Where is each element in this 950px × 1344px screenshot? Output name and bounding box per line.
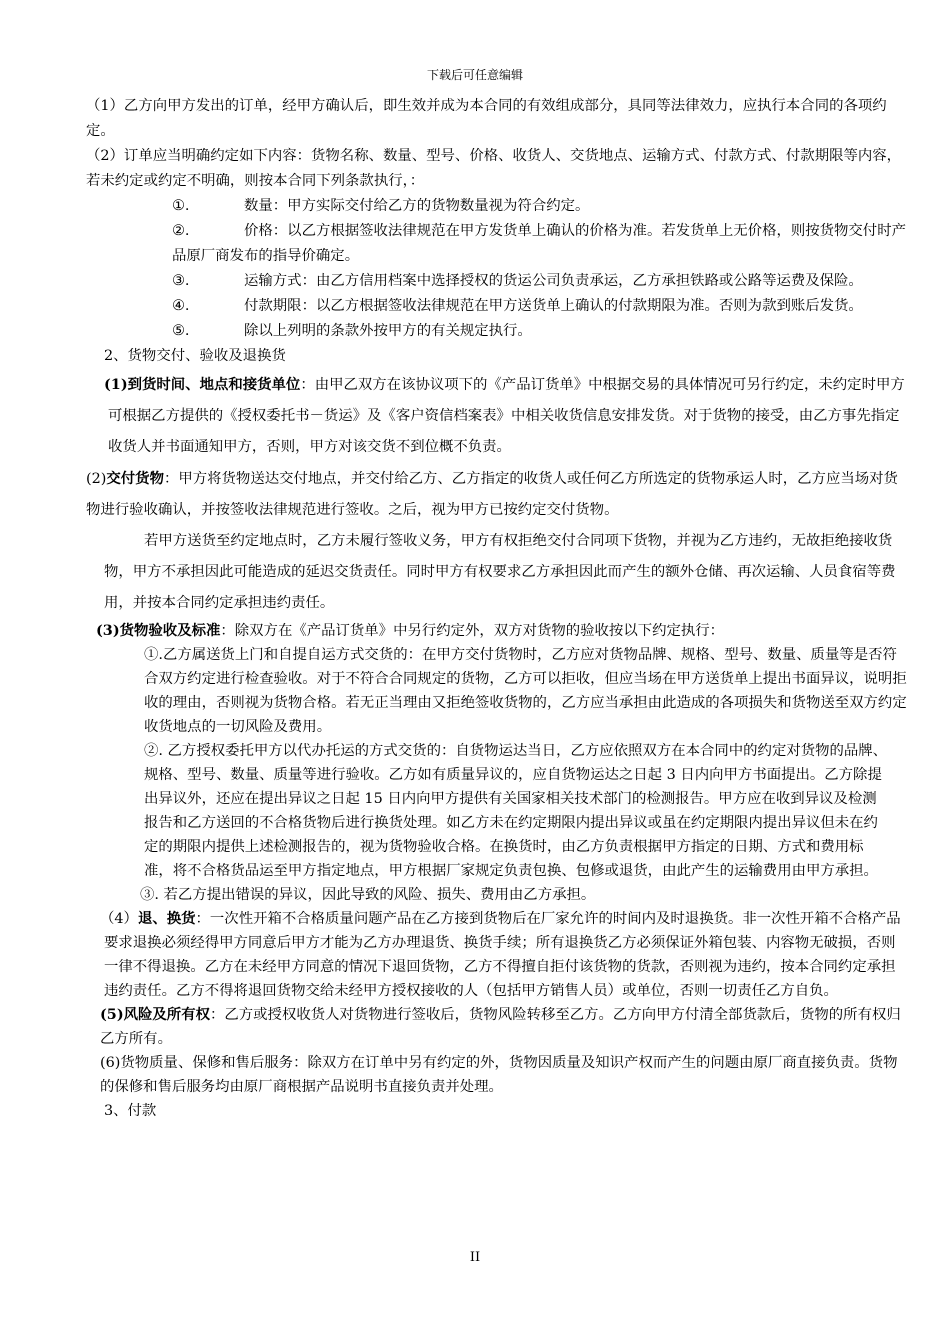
acceptance-heading: (3)货物验收及标准	[96, 622, 221, 639]
order-item-number: ③.	[172, 273, 190, 289]
risk-body: ：乙方或授权收货人对货物进行签收后，货物风险转移至乙方。乙方向甲方付清全部货款后，货物的所有权归乙方所有。	[100, 1007, 901, 1047]
order-item	[172, 269, 908, 294]
quality-paragraph: (6)货物质量、保修和售后服务：除双方在订单中另有约定的外，货物因质量及知识产权而产生的问题由原厂商直接负责。货物的保修和售后服务均由原厂商根据产品说明书直接负责并处理。	[100, 1055, 898, 1095]
delivery-p2-body: ：甲方将货物送达交付地点，并交付给乙方、乙方指定的收货人或任何乙方所选定的货物承运人时，乙方应当场对货物进行验收确认，并按签收法律规范进行签收。之后，视为甲方已按约定交付货物。	[86, 471, 898, 518]
order-item-text: 付款期限：以乙方根据签收法律规范在甲方送货单上确认的付款期限为准。否则为款到账后发货。	[244, 298, 863, 314]
page-number: II	[469, 1250, 481, 1265]
acceptance-body: ：除双方在《产品订货单》中另行约定外，双方对货物的验收按以下约定执行：	[220, 623, 725, 639]
order-item	[172, 194, 908, 219]
section-3-title: 3、付款	[104, 1103, 157, 1119]
order-item-text: 数量：甲方实际交付给乙方的货物数量视为符合约定。	[244, 198, 590, 214]
order-section	[86, 94, 908, 369]
delivery-p1-body: ：由甲乙双方在该协议项下的《产品订货单》中根据交易的具体情况可另行约定，未约定时甲方可根据乙方提供的《授权委托书－货运》及《客户资信档案表》中相关收货信息安排发货。对于货物的接受，由乙方事先指定收货人并书面通知甲方，否则，甲方对该交货不到位概不负责。	[108, 377, 905, 455]
order-paragraph-1: （1）乙方向甲方发出的订单，经甲方确认后，即生效并成为本合同的有效组成部分，具同等法律效力，应执行本合同的各项约定。	[86, 98, 887, 139]
risk-heading: (5)风险及所有权	[100, 1006, 210, 1023]
order-item	[172, 294, 908, 319]
acceptance-item-2: ②. 乙方授权委托甲方以代办托运的方式交货的：自货物运达当日，乙方应依照双方在本合同中的约定对货物的品牌、规格、型号、数量、质量等进行验收。乙方如有质量异议的，应自货物运达之日起 3 日内向甲方书面提出。乙方除提出异议外，还应在提出异议之日起 15 日内向甲方提供有关国家相关技术部门的检测报告。甲方应在收到异议及检测报告和乙方送回的不合格货物后进行换货处理。如乙方未在约定期限内提出异议或虽在约定期限内提出异议但未在约定的期限内提供上述检测报告的，视为货物验收合格。在换货时，由乙方负责根据甲方指定的日期、方式和费用标准，将不合格货品运至甲方指定地点，甲方根据厂家规定负责包换、包修或退货，由此产生的运输费用由甲方承担。	[144, 743, 888, 879]
order-item-number: ①.	[172, 198, 190, 214]
section-2-title: 2、货物交付、验收及退换货	[104, 348, 286, 364]
order-paragraph-2: （2）订单应当明确约定如下内容：货物名称、数量、型号、价格、收货人、交货地点、运输方式、付款方式、付款期限等内容，若未约定或约定不明确，则按本合同下列条款执行，：	[86, 148, 902, 189]
order-item-number: ⑤.	[172, 323, 190, 339]
return-body: ：一次性开箱不合格质量问题产品在乙方接到货物后在厂家允许的时间内及时退换货。非一次性开箱不合格产品要求退换必须经得甲方同意后甲方才能为乙方办理退货、换货手续；所有退换货乙方必须保证外箱包装、内容物无破损，否则一律不得退换。乙方在未经甲方同意的情况下退回货物，乙方不得擅自拒付该货物的货款，否则视为违约，按本合同约定承担违约责任。乙方不得将退回货物交给未经甲方授权接收的人（包括甲方销售人员）或单位，否则一切责任乙方自负。	[104, 911, 901, 999]
order-item	[172, 219, 908, 269]
order-item-text: 除以上列明的条款外按甲方的有关规定执行。	[244, 323, 532, 339]
document-body	[86, 94, 908, 1123]
delivery-p2-heading: 交付货物	[106, 470, 164, 487]
order-item-number: ④.	[172, 298, 190, 314]
order-item	[172, 319, 908, 344]
delivery-paragraph-3: 若甲方送货至约定地点时，乙方未履行签收义务，甲方有权拒绝交付合同项下货物，并视为乙方违约，无故拒绝接收货物，甲方不承担因此可能造成的延迟交货责任。同时甲方有权要求乙方承担因此而产生的额外仓储、再次运输、人员食宿等费用，并按本合同约定承担违约责任。	[104, 533, 896, 611]
return-prefix: （4）	[100, 911, 138, 927]
acceptance-paragraph	[86, 619, 908, 643]
acceptance-section	[86, 619, 908, 1123]
delivery-paragraph-1	[86, 369, 908, 463]
acceptance-item-3: ③. 若乙方提出错误的异议，因此导致的风险、损失、费用由乙方承担。	[140, 887, 596, 903]
delivery-section	[86, 369, 908, 619]
order-item-text: 价格：以乙方根据签收法律规范在甲方发货单上确认的价格为准。若发货单上无价格，则按货物交付时产品原厂商发布的指导价确定。	[172, 223, 906, 264]
risk-paragraph	[86, 1003, 908, 1051]
order-item-text: 运输方式：由乙方信用档案中选择授权的货运公司负责承运，乙方承担铁路或公路等运费及保险。	[244, 273, 863, 289]
order-items	[86, 194, 908, 344]
return-paragraph	[86, 907, 908, 1003]
delivery-p1-heading: (1)到货时间、地点和接货单位	[104, 376, 301, 393]
order-item-number: ②.	[172, 223, 190, 239]
return-heading: 退、换货	[137, 910, 196, 927]
page-header: 下载后可任意编辑	[426, 68, 523, 82]
delivery-paragraph-2	[86, 463, 908, 526]
delivery-p2-prefix: (2)	[86, 471, 107, 487]
acceptance-item-1: ①.乙方属送货上门和自提自运方式交货的：在甲方交付货物时，乙方应对货物品牌、规格、型号、数量、质量等是否符合双方约定进行检查验收。对于不符合合同规定的货物，乙方可以拒收，但应当场在甲方送货单上提出书面异议，说明拒收的理由，否则视为货物合格。若无正当理由又拒绝签收货物的，乙方应当承担由此造成的各项损失和货物送至双方约定收货地点的一切风险及费用。	[144, 647, 907, 735]
